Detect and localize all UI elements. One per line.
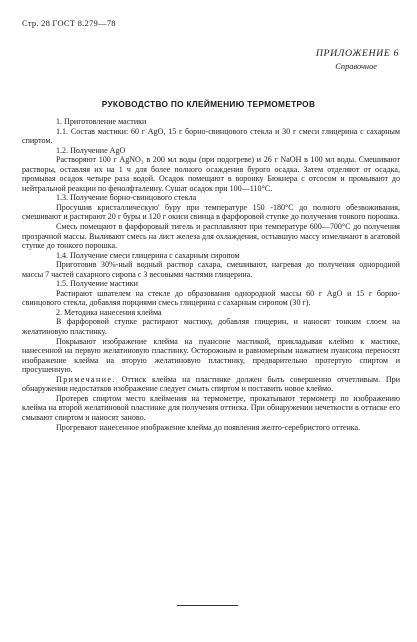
paragraph: Просушив кристаллическую' буру при температуре 150 -180°С до полного обезвоживания, смешивают и растирают 20 г буры и 120 г окиси свинца в фарфоровой ступке до получения тонкого порошка. [22,202,400,222]
paragraph: Смесь помещают в фарфоровый тигель и расплавляют при температуре 600—700°С до получения прозрачной массы. Выливают смесь на лист железа для охлаждения, остывшую массу измельчают в агатовой ступке до тонкого порошка. [22,222,400,251]
paragraph: В фарфоровой ступке растирают мастику, добавляя глицерин, и наносят тонким слоем на желатиновую пластинку. [22,317,400,337]
appendix-title: ПРИЛОЖЕНИЕ 6 [315,48,399,59]
note-text: Оттиск клейма на пластинке должен быть совершенно отчетливым. При обнаружении недостатков изображение следует смыть спиртом и поставить новое клеймо. [22,374,400,394]
paragraph: Покрывают изображение клейма на пуансоне мастикой, прикладывая клеймо к мастике, нанесенной на первую желатиновую пластинку. Осторожным и равномерным нажатием пуансона переносят изображение клейма на вторую желатиновую пластинку, предварительно протертую спиртом и просушенную. [22,336,400,375]
end-rule [177,605,238,606]
paragraph: Растворяют 100 г AgNO₃ в 200 мл воды (при подогреве) и 26 г NaOH в 100 мл воды. Смешивают растворы, оставляя их на 1 ч для более полного осаждения бурого осадка. Затем отделяют от осадка, промывая осадок четыре раза водой. Осадок помещают в воронку Бюкнера с отсосом и промывают до нейтральной реакции по фенолфталеину. Сушат осадок при 100—110°С. [22,155,400,193]
section-heading: 1. Приготовление мастики [56,117,147,126]
subsection-heading: 1.5. Получение мастики [56,279,138,289]
document-body [22,117,400,432]
paragraph: Протерев спиртом место клеймения на термометре, прокатывают термометр по изображению клейма на второй желатиновой пластинке для получения оттиска. При обнаружении нечеткости в оттиске его смывают спиртом и наносят заново. [22,393,400,422]
subsection-heading: 1.2. Получение AgO [56,145,126,155]
subsection-heading: 1.3. Получение борно-свинцового стекла [56,193,197,203]
page-header: Стр. 28 ГОСТ 8.279—78 [22,18,116,28]
paragraph: 1.1. Состав мастики: 60 г AgO, 15 г борно-свинцового стекла и 30 г смеси глицерина с сахарным спиртом. [22,126,400,146]
note-label: Примечание. [56,374,116,384]
note-paragraph [22,375,400,394]
paragraph: Прогревают нанесенное изображение клейма до появления желто-серебристого оттенка. [56,422,361,432]
appendix-subtitle: Справочное [335,62,377,71]
paragraph: Приготовив 30%-ный водный раствор сахара, смешивают, нагревая до получения однородной массы 7 частей сахарного сиропа с 3 весовыми частями глицерина. [22,260,400,279]
document-title: РУКОВОДСТВО ПО КЛЕЙМЕНИЮ ТЕРМОМЕТРОВ [101,99,316,109]
section-heading: 2. Методика нанесения клейма [56,307,162,317]
paragraph: Растирают шпателем на стекле до образования однородной массы 60 г AgO и 15 г борно-свинцового стекла, добавляя порциями смесь глицерина с сахарным сиропом (30 г). [22,288,400,308]
subsection-heading: 1.4. Получение смеси глицерина с сахарным сиропом [56,250,240,260]
